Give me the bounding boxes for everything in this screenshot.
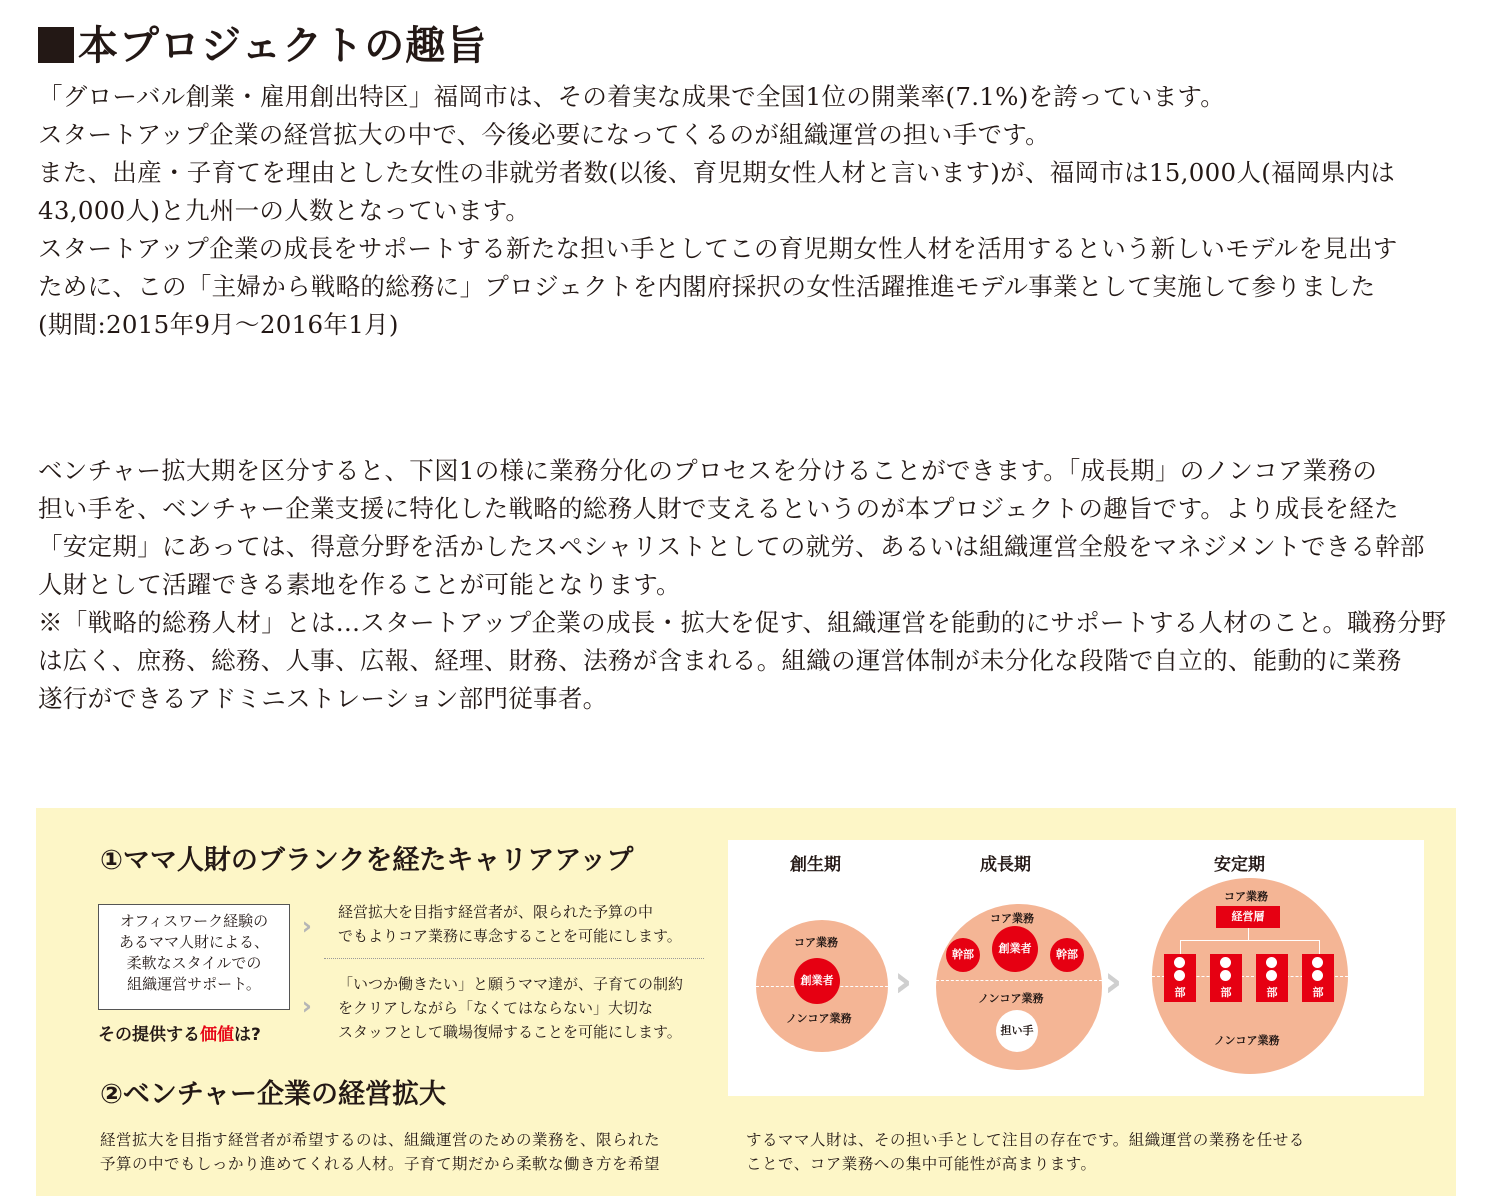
offering-box xyxy=(98,904,290,1010)
offering-line: 組織運営サポート。 xyxy=(127,975,261,993)
page-title: 本プロジェクトの趣旨 xyxy=(38,22,487,70)
divider xyxy=(324,958,704,959)
intro-line: ために、この「主婦から戦略的総務に」プロジェクトを内閣府採択の女性活躍推進モデル事業として実施して参りました xyxy=(38,272,1376,301)
exec-badge: 幹部 xyxy=(1050,938,1084,972)
offering-line: 柔軟なスタイルでの xyxy=(126,954,262,972)
core-label: コア業務 xyxy=(794,936,838,949)
noncore-label: ノンコア業務 xyxy=(786,1012,852,1025)
core-divider xyxy=(936,980,1102,981)
body-line: ※「戦略的総務人材」とは…スタートアップ企業の成長・拡大を促す、組織運営を能動的にサポートする人材のこと。職務分野 xyxy=(38,608,1447,637)
body-line: 人財として活躍できる素地を作ることが可能となります。 xyxy=(38,570,681,599)
org-line xyxy=(1248,928,1249,940)
department-icon: 部 xyxy=(1302,954,1334,1002)
department-icon: 部 xyxy=(1210,954,1242,1002)
value-for-managers: 経営拡大を目指す経営者が、限られた予算の中 でもよりコア業務に専念することを可能にします。 xyxy=(338,903,682,945)
department-icon: 部 xyxy=(1164,954,1196,1002)
body-line: 「安定期」にあっては、得意分野を活かしたスペシャリストとしての就労、あるいは組織運営全般をマネジメントできる幹部 xyxy=(38,532,1425,561)
noncore-label: ノンコア業務 xyxy=(1214,1034,1280,1047)
intro-line: スタートアップ企業の経営拡大の中で、今後必要になってくるのが組織運営の担い手です。 xyxy=(38,120,1050,149)
intro-line: また、出産・子育てを理由とした女性の非就労者数(以後、育児期女性人材と言います)が、福岡市は15,000人(福岡県内は xyxy=(38,158,1396,187)
intro-line: (期間:2015年9月〜2016年1月) xyxy=(38,310,399,339)
expansion-heading: ②ベンチャー企業の経営拡大 xyxy=(100,1079,447,1110)
figure-panel xyxy=(36,808,1456,1196)
body-line: 遂行ができるアドミニストレーション部門従事者。 xyxy=(38,684,608,713)
expansion-text-left: 経営拡大を目指す経営者が希望するのは、組織運営のための業務を、限られた 予算の中でもしっかり進めてくれる人材。子育て期だから柔軟な働き方を希望 xyxy=(100,1131,661,1173)
department-icon: 部 xyxy=(1256,954,1288,1002)
body-paragraph xyxy=(38,452,1458,718)
founder-badge: 創業者 xyxy=(794,958,840,1004)
stage-label-growth: 成長期 xyxy=(980,855,1031,875)
management-badge: 経営層 xyxy=(1216,906,1280,928)
exec-badge: 幹部 xyxy=(946,938,980,972)
founder-badge: 創業者 xyxy=(992,926,1038,972)
bearer-badge: 担い手 xyxy=(996,1010,1038,1052)
growth-stage-diagram xyxy=(728,840,1424,1096)
core-label: コア業務 xyxy=(990,912,1034,925)
value-for-mothers: 「いつか働きたい」と願うママ達が、子育ての制約 をクリアしながら「なくてはならない」大切な スタッフとして職場復帰することを可能にします。 xyxy=(338,975,684,1041)
intro-paragraph xyxy=(38,78,1458,344)
stage-label-founding: 創生期 xyxy=(790,855,841,875)
body-line: ベンチャー拡大期を区分すると、下図1の様に業務分化のプロセスを分けることができます。「成長期」のノンコア業務の xyxy=(38,456,1378,485)
body-line: 担い手を、ベンチャー企業支援に特化した戦略的総務人財で支えるというのが本プロジェクトの趣旨です。より成長を経た xyxy=(38,494,1399,523)
noncore-label: ノンコア業務 xyxy=(978,992,1044,1005)
org-line xyxy=(1180,940,1320,955)
intro-line: 「グローバル創業・雇用創出特区」福岡市は、その着実な成果で全国1位の開業率(7.1%)を誇っています。 xyxy=(38,82,1226,111)
career-heading: ①ママ人財のブランクを経たキャリアアップ xyxy=(100,845,634,876)
intro-line: スタートアップ企業の成長をサポートする新たな担い手としてこの育児期女性人材を活用するという新しいモデルを見出す xyxy=(38,234,1398,263)
offering-line: オフィスワーク経験の xyxy=(119,912,269,930)
expansion-text-right: するママ人財は、その担い手として注目の存在です。組織運営の業務を任せる ことで、コア業務への集中可能性が高まります。 xyxy=(746,1131,1305,1173)
intro-line: 43,000人)と九州一の人数となっています。 xyxy=(38,196,531,225)
value-highlight: 価値 xyxy=(200,1025,234,1045)
square-bullet-icon xyxy=(38,27,74,63)
body-line: は広く、庶務、総務、人事、広報、経理、財務、法務が含まれる。組織の運営体制が未分化な段階で自立的、能動的に業務 xyxy=(38,646,1402,675)
stage-label-stable: 安定期 xyxy=(1214,855,1265,875)
core-label: コア業務 xyxy=(1224,890,1268,903)
offering-line: あるママ人財による、 xyxy=(118,933,269,951)
value-question: その提供する価値は? xyxy=(98,1025,261,1045)
